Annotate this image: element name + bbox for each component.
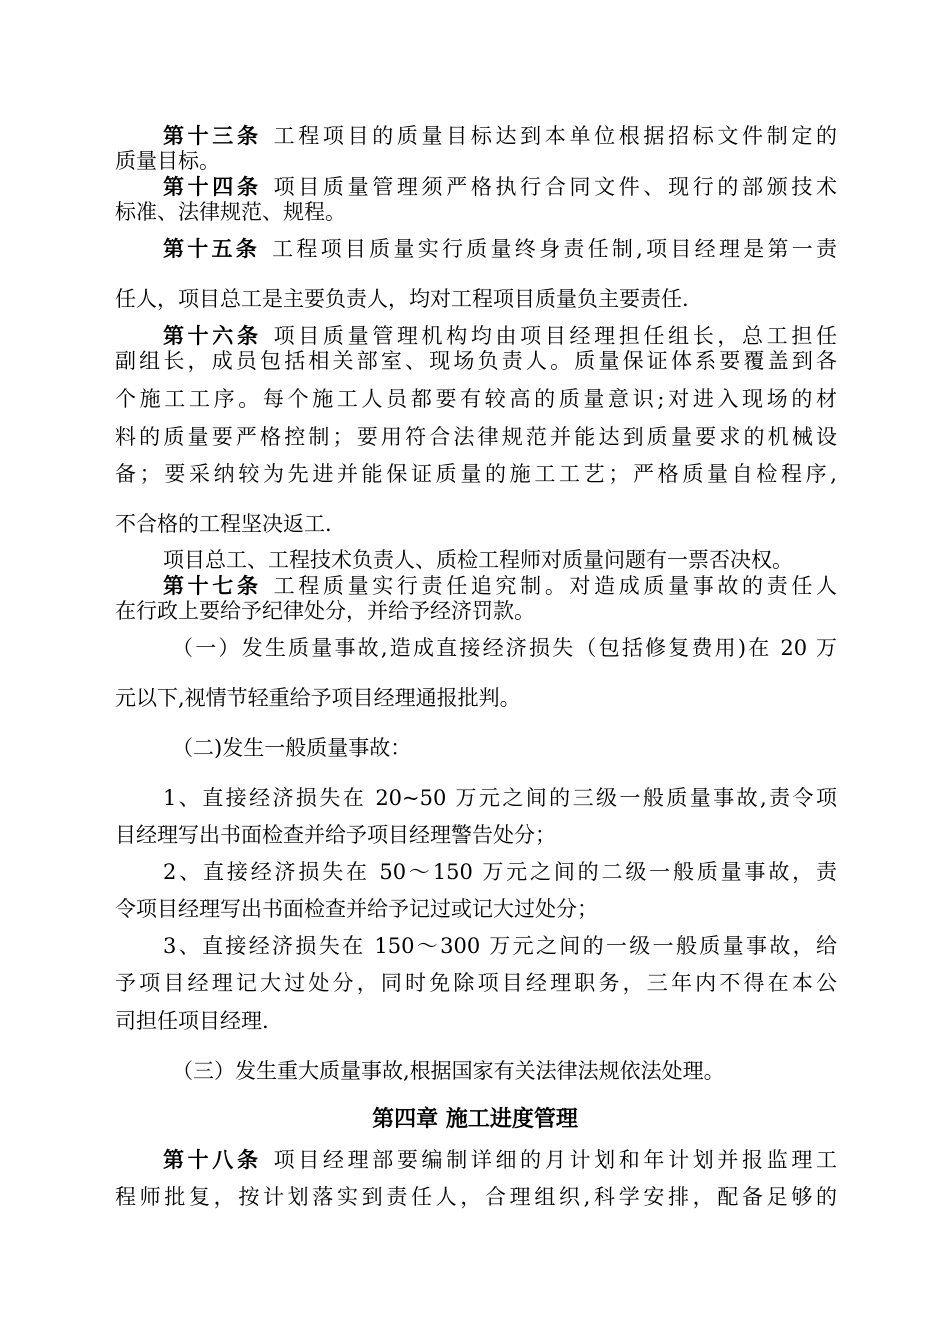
- article-18-label: 第十八条: [163, 1147, 262, 1172]
- clause-2-heading: （二)发生一般质量事故：: [172, 736, 412, 760]
- article-16-line-2: 副组长，成员包括相关部室、现场负责人。质量保证体系要覆盖到各: [115, 349, 837, 373]
- article-17-line-2: 在行政上要给予纪律处分，并给予经济罚款。: [115, 599, 535, 623]
- item-1-line-2: 目经理写出书面检查并给予项目经理警告处分；: [115, 823, 556, 847]
- article-16-line-5: 备；要采纳较为先进并能保证质量的施工工艺；严格质量自检程序,: [115, 462, 837, 486]
- chapter-4-heading: 第四章 施工进度管理: [372, 1106, 578, 1132]
- article-17-label: 第十七条: [163, 573, 262, 598]
- item-2-line-2: 令项目经理写出书面检查并给予记过或记大过处分；: [115, 897, 598, 921]
- item-3-line-1: 3、直接经济损失在 150～300 万元之间的一级一般质量事故，给: [163, 934, 837, 958]
- article-17-line-1: [163, 573, 837, 599]
- clause-1-line-1: （一）发生质量事故,造成直接经济损失（包括修复费用)在 20 万: [172, 636, 837, 660]
- article-14-label: 第十四条: [163, 174, 262, 199]
- article-13-label: 第十三条: [163, 123, 262, 148]
- clause-3-line: （三）发生重大质量事故,根据国家有关法律法规依法处理。: [172, 1059, 725, 1083]
- article-17-text: 工程质量实行责任追究制。对造成质量事故的责任人: [273, 574, 838, 598]
- item-3-line-2: 予项目经理记大过处分，同时免除项目经理职务，三年内不得在本公: [115, 971, 837, 995]
- article-16-line-6: 不合格的工程坚决返工.: [115, 512, 332, 536]
- article-18-text: 项目经理部要编制详细的月计划和年计划并报监理工: [273, 1148, 838, 1172]
- article-15-line-2: 任人，项目总工是主要负责人，均对工程项目质量负主要责任.: [115, 287, 689, 311]
- article-15-label: 第十五条: [163, 236, 261, 261]
- article-15-text: 工程项目质量实行质量终身责任制,项目经理是第一责: [272, 237, 837, 261]
- article-16-label: 第十六条: [163, 323, 262, 348]
- article-16-line-4: 料的质量要严格控制；要用符合法律规范并能达到质量要求的机械设: [115, 425, 837, 449]
- article-18-line-2: 程师批复，按计划落实到责任人，合理组织,科学安排，配备足够的: [115, 1185, 837, 1209]
- article-16-line-3: 个施工工序。每个施工人员都要有较高的质量意识;对进入现场的材: [115, 387, 837, 411]
- clause-1-line-2: 元以下,视情节轻重给予项目经理通报批判。: [115, 686, 521, 710]
- article-18-line-1: [163, 1147, 837, 1173]
- article-16-line-1: [163, 323, 837, 349]
- item-2-line-1: 2、直接经济损失在 50～150 万元之间的二级一般质量事故，责: [163, 860, 837, 884]
- item-3-line-3: 司担任项目经理.: [115, 1009, 269, 1033]
- article-14-line-2: 标准、法律规范、规程。: [115, 200, 346, 224]
- article-15-line-1: [163, 236, 837, 262]
- veto-line: 项目总工、工程技术负责人、质检工程师对质量问题有一票否决权。: [163, 548, 793, 572]
- article-13-text: 工程项目的质量目标达到本单位根据招标文件制定的: [273, 124, 838, 148]
- article-14-text: 项目质量管理须严格执行合同文件、现行的部颁技术: [273, 175, 838, 199]
- article-13-line-1: [163, 123, 837, 149]
- article-16-text: 项目质量管理机构均由项目经理担任组长，总工担任: [273, 324, 838, 348]
- article-13-line-2: 质量目标。: [115, 149, 220, 173]
- item-1-line-1: 1、直接经济损失在 20~50 万元之间的三级一般质量事故,责令项: [163, 786, 837, 810]
- article-14-line-1: [163, 174, 837, 200]
